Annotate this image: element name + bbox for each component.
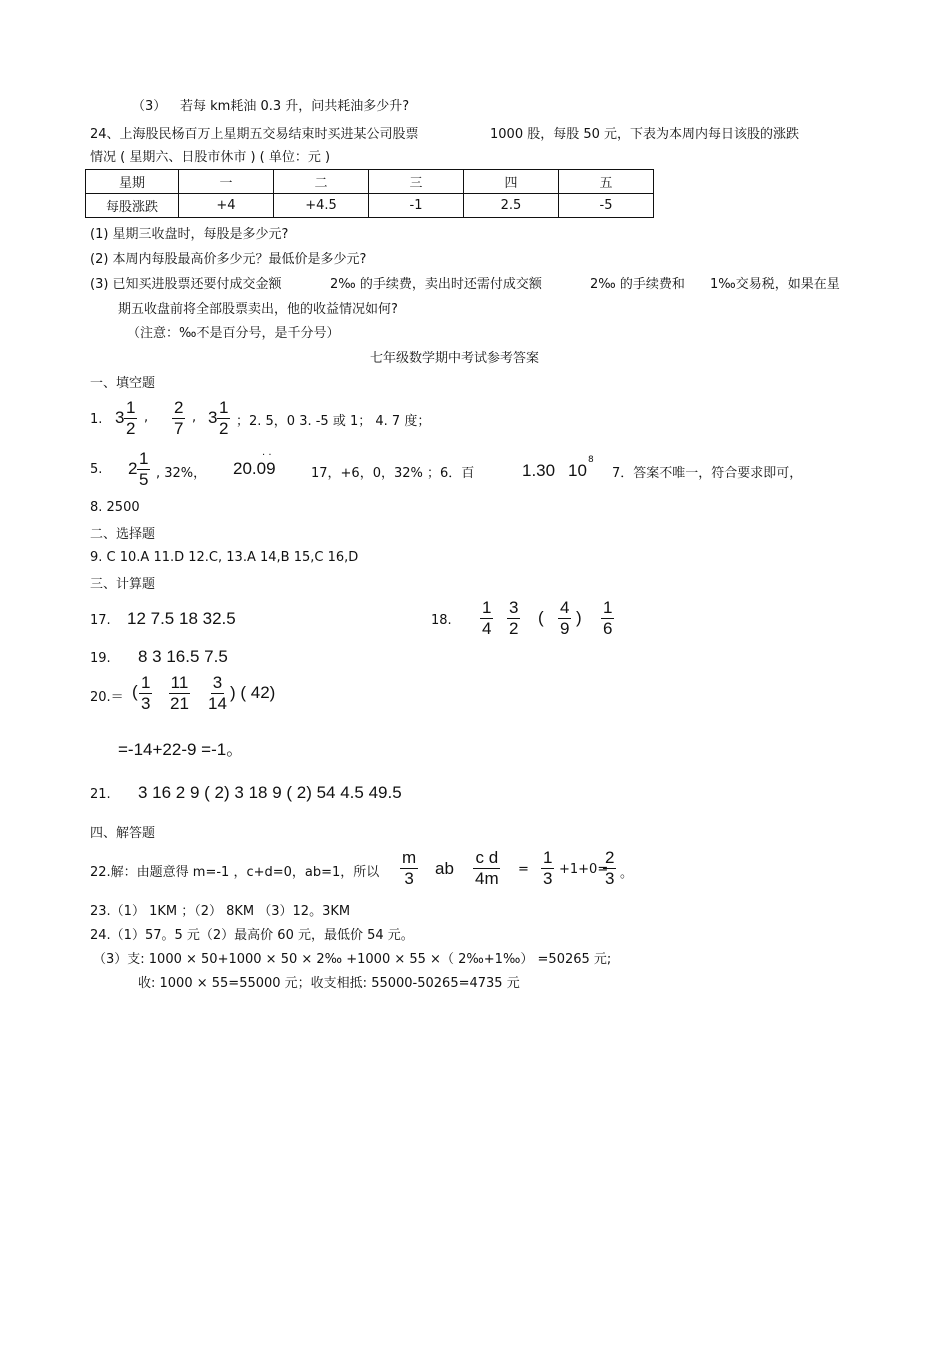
fraction [541, 848, 554, 889]
q24-line1-a: 24、上海股民杨百万上星期五交易结束时买进某公司股票 [90, 127, 419, 142]
left-paren: ( [132, 682, 138, 701]
numerator: 1 [482, 598, 492, 617]
table-row [86, 194, 654, 218]
q24-sub1: (1) 星期三收盘时，每股是多少元? [90, 227, 289, 242]
numerator: 1 [126, 398, 136, 417]
fraction [473, 848, 501, 889]
q24-sub2: (2) 本周内每股最高价多少元？最低价是多少元? [90, 252, 367, 267]
answer-1-label: 1. [90, 412, 103, 427]
denominator: 7 [174, 419, 184, 438]
answer-5-tail: 7．答案不唯一，符合要求即可， [612, 466, 803, 481]
denominator: 3 [404, 869, 414, 888]
table-header-row [86, 170, 654, 194]
q23-part3-text: 若每 km耗油 0.3 升，问共耗油多少升? [180, 99, 410, 114]
answer-24-line2: （3）支: 1000 × 50+1000 × 50 × 2‰ +1000 × 55 ×（ 2‰+1‰） =50265 元; [93, 952, 612, 967]
answer-20-line2: =-14+22-9 =-1。 [118, 740, 244, 759]
answer-5-after-fraction: , 32%， [156, 466, 207, 481]
numerator: 1 [603, 598, 613, 617]
answer-22-end: 。 [620, 866, 634, 881]
denominator: 3 [141, 694, 151, 713]
fraction [139, 673, 152, 714]
table-cell: 二 [274, 170, 369, 194]
fraction [603, 848, 616, 889]
q24-note: （注意：‰不是百分号，是千分号） [127, 326, 340, 341]
answer-21-expr: 3 16 2 9 ( 2) 3 18 9 ( 2) 54 4.5 49.5 [138, 783, 402, 802]
answer-8: 8. 2500 [90, 500, 140, 515]
fraction [507, 598, 520, 639]
fraction [558, 598, 571, 639]
fraction [124, 398, 137, 439]
answer-20-label: 20.＝ [90, 690, 124, 705]
left-paren: ( [538, 608, 544, 627]
stock-change-table [85, 169, 654, 218]
scientific-coefficient: 1.30 [522, 461, 556, 480]
answer-1-rest: ；2. 5，0 3. -5 或 1； 4. 7 度； [236, 414, 431, 429]
q23-part3-label: （3） [132, 99, 167, 114]
fraction [206, 673, 229, 714]
answer-18-label: 18. [431, 613, 452, 628]
answer-22-prefix: 22.解：由题意得 m=-1 ，c+d=0，ab=1，所以 [90, 865, 380, 880]
table-cell: 四 [464, 170, 559, 194]
numerator: 3 [212, 673, 223, 692]
q24-line1-b: 1000 股，每股 50 元，下表为本周内每日该股的涨跌 [490, 127, 800, 142]
denominator: 2 [509, 619, 519, 638]
section-choice: 二、选择题 [90, 527, 156, 542]
answer-19-label: 19. [90, 651, 111, 666]
answer-22-plus: +1+0= [559, 862, 609, 877]
denominator: 9 [560, 619, 570, 638]
table-cell: 2.5 [464, 194, 559, 218]
ab-term: ab [435, 859, 454, 878]
answer-24-line1: 24.（1）57。5 元（2）最高价 60 元，最低价 54 元。 [90, 928, 414, 943]
right-paren: ) [576, 608, 582, 627]
section-calculation: 三、计算题 [90, 577, 156, 592]
table-cell: 五 [559, 170, 654, 194]
table-cell: 三 [369, 170, 464, 194]
separator: , [192, 410, 197, 425]
table-cell: 一 [179, 170, 274, 194]
table-cell: +4.5 [274, 194, 369, 218]
denominator: 6 [603, 619, 613, 638]
denominator: 2 [219, 419, 229, 438]
numerator: c d [475, 848, 499, 867]
q24-sub3-b: 2‰ 的手续费，卖出时还需付成交额 [330, 277, 542, 292]
q24-sub3-a: (3) 已知买进股票还要付成交金额 [90, 277, 282, 292]
fraction [172, 398, 185, 439]
answer-5-whole: 2 [128, 459, 138, 478]
equals-sign: = [518, 862, 529, 877]
repeating-dots: . . [262, 447, 272, 458]
denominator: 21 [170, 694, 189, 713]
table-cell: -1 [369, 194, 464, 218]
denominator: 5 [139, 470, 149, 489]
table-cell: -5 [559, 194, 654, 218]
separator: , [144, 410, 149, 425]
answer-21-label: 21. [90, 787, 111, 802]
scientific-base: 10 [568, 461, 587, 480]
answer-20-tail: ) ( 42) [230, 683, 276, 702]
fraction [217, 398, 230, 439]
numerator: 1 [219, 398, 229, 417]
section-fill-blank: 一、填空题 [90, 376, 156, 391]
numerator: 1 [139, 449, 149, 468]
answer-17-expr: 12 7.5 18 32.5 [127, 609, 236, 628]
q24-sub3-c: 2‰ 的手续费和 [590, 277, 685, 292]
numerator: 11 [170, 673, 189, 692]
answer-23: 23.（1） 1KM ；（2） 8KM （3）12。3KM [90, 904, 351, 919]
q24-sub3-e: 期五收盘前将全部股票卖出，他的收益情况如何? [118, 302, 398, 317]
answer-1-whole-1: 3 [115, 408, 125, 427]
answer-1-whole-3: 3 [208, 408, 218, 427]
q24-sub3-d: 1‰交易税，如果在星 [710, 277, 840, 292]
numerator: 2 [174, 398, 184, 417]
q24-line2: 情况 ( 星期六、日股市休市 ) ( 单位：元 ) [90, 150, 331, 165]
numerator: m [402, 848, 417, 867]
fraction [601, 598, 614, 639]
scientific-exponent: 8 [588, 455, 594, 465]
section-solution: 四、解答题 [90, 826, 156, 841]
answer-19-expr: 8 3 16.5 7.5 [138, 647, 228, 666]
denominator: 2 [126, 419, 136, 438]
answer-5-label: 5. [90, 462, 103, 477]
answer-17-label: 17. [90, 613, 111, 628]
table-cell: +4 [179, 194, 274, 218]
denominator: 14 [208, 694, 227, 713]
answers-title: 七年级数学期中考试参考答案 [370, 351, 540, 366]
fraction [137, 449, 150, 490]
denominator: 3 [605, 869, 615, 888]
fraction [168, 673, 191, 714]
fraction [400, 848, 418, 889]
denominator: 4 [482, 619, 492, 638]
fraction [480, 598, 493, 639]
denominator: 3 [543, 869, 553, 888]
numerator: 2 [605, 848, 615, 867]
denominator: 4m [475, 869, 499, 888]
numerator: 3 [509, 598, 519, 617]
numerator: 1 [141, 673, 151, 692]
answer-24-line3: 收: 1000 × 55=55000 元；收支相抵: 55000-50265=4735 元 [138, 976, 520, 991]
choice-answers: 9. C 10.A 11.D 12.C, 13.A 14,B 15,C 16,D [90, 550, 359, 565]
numerator: 1 [543, 848, 553, 867]
table-cell: 星期 [86, 170, 179, 194]
repeating-decimal: 20.09 [233, 459, 276, 478]
numerator: 4 [560, 598, 570, 617]
table-cell: 每股涨跌 [86, 194, 179, 218]
answer-5-middle: 17，+6，0，32% ；6．百 [311, 466, 475, 481]
